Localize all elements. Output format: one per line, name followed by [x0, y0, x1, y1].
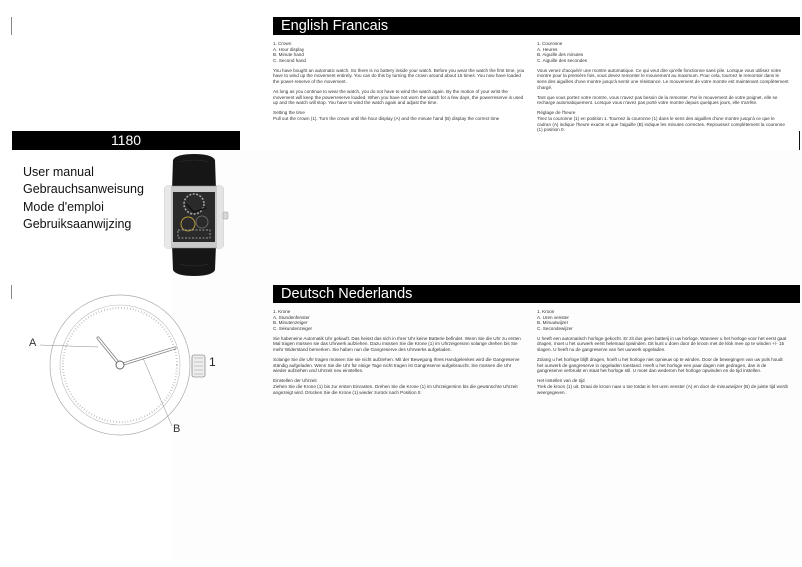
column-nederlands	[537, 309, 789, 395]
part-item: C. Sekundenzeiger	[273, 325, 313, 331]
parts-list	[537, 309, 789, 331]
column-francais	[537, 41, 789, 133]
part-item: 1. Krone	[273, 309, 291, 314]
setting-title: Het instellen van de tijd	[537, 378, 585, 384]
part-item: 1. Kroon	[537, 309, 555, 314]
section-heading-deutsch-nederlands: Deutsch Nederlands	[273, 285, 800, 303]
title-french: Mode d'emploi	[23, 199, 104, 214]
part-item: C. Aiguille des secondes	[537, 57, 588, 63]
part-item: 1. Crown	[273, 41, 292, 46]
part-item: B. Minute hand	[273, 52, 304, 58]
part-item: B. Aiguille des minutes	[537, 52, 584, 58]
paragraph: You have bought an automatic watch. So there is no battery inside your watch. Before you wear the watch the first time, you have to wind up the movement entirely. You can do this by turning the crown around about 15 times. You now have loaded the power-reserve of the movement.	[273, 67, 525, 85]
paragraph: Vous venez d'acquérir une montre automatique. Ce qui veut dire qu'elle fonctionne sans pile. Lorsque vous utilisez votre montre pour la première fois, vous devez remonter le mouvement au maximum. Pour cela, tournez le remontoir dans le sens des aiguilles d'une montre jusqu'à sentir une résistance. Le mouvement de votre montre est maintenant complètement chargé.	[537, 67, 789, 90]
model-number-bar: 1180	[12, 131, 240, 150]
parts-list	[537, 41, 789, 63]
column-deutsch	[273, 309, 525, 395]
setting-text: Pull out the crown (1). Turn the crown until the hour display (A) and the minute hand (B) display the correct time	[273, 116, 500, 122]
paragraph: As long as you continue to wear the watch, you do not have to wind the watch again. By the motion of your wrist the movement will keep the powerreserve loaded. When you have not worn the watch for a few days, the powerreserve is used up and the watch will stop. You have to wind the watch again and adjust the time.	[273, 89, 524, 106]
paragraph: Tant que vous portez votre montre, vous n'avez pas besoin de la remonter. Par le mouvement de votre poignet, elle se recharge automatiquement. Lorsque vous n'avez pas porté votre montre depuis quelques jours, elle s'arrête.	[537, 94, 778, 106]
setting-text: Tirez la couronne (1) en position 1. Tournez la couronne (1) dans le sens des aiguilles d'une montre jusqu'à ce que le cadran (A) indique l'heure exacte et que l'aiguille (B) indique les minutes correctes. Repoussez complètement la couronne (1) position 0.	[537, 116, 785, 133]
paragraph: Sie habeneine Automatik Uhr gekauft. Das heisst das sich in Ihrer Uhr keine Batterie befindet. Wenn Sie die Uhr zu ersten Mal tragen müssen sie das Uhrwerk aufziehen. Dazu müssen Sie die Krone (1) im Uhrzeigersinn solange drehen bis Sie mehr Widerstand bemerken. Sie haben nun die Gangreserve des Uhrwerks aufgeladen.	[273, 335, 521, 353]
part-item: A. Uren venster	[537, 314, 569, 320]
title-dutch: Gebruiksaanwijzing	[23, 216, 132, 231]
part-item: 1. Couronne	[537, 41, 563, 46]
setting-title: Einstellen der Uhrzeit	[273, 378, 317, 384]
paragraph: Zolang u het horloge blijft dragen, hoeft u het horloge niet opnieuw op te winden. Door de bewegingen van uw pols houdt het uurwerk de gangreserve in opgeladen toestand. Heeft u het horloge een paar dagen niet gedragen, dan is de gangreserve verbruikt en staat het horloge stil. U moet dan wederom het horloge opwinden en de tijd instellen.	[537, 357, 783, 374]
dial-diagram	[25, 285, 250, 445]
parts-list	[273, 309, 525, 331]
part-item: A. Hour display	[273, 46, 305, 52]
paragraph: Solange Sie die Uhr tragen müssen Sie sie nicht aufziehen. Mit der Bewegung Ihres Handgelenkes wird die Gangreserve ständig aufgeladen. Wenn Sie die Uhr für einige Tage nicht tragen ist Gangreserve aufgebraucht. Sie müssen die Uhr wieder aufziehen und Uhrzeit neu einstellen.	[273, 357, 520, 374]
title-english: User manual	[23, 165, 94, 179]
setting-title: Setting the time	[273, 110, 305, 116]
parts-list	[273, 41, 525, 63]
crop-mark	[799, 131, 800, 150]
crop-mark	[11, 285, 12, 299]
column-english	[273, 41, 525, 122]
diagram-label-crown: 1	[209, 355, 216, 369]
title-german: Gebrauchsanweisung	[23, 182, 144, 197]
paragraph: U heeft een automatisch horloge gekocht. Er zit dus geen batterij in uw horloge. Wanneer u het horloge voor het eerst gaat dragen, moet u het uurwerk eerst helemaal opwinden. Dit kunt u doen door de kroon met de klok mee op te winden +/- 15 slagen. U heeft nu de gangreserve van het uurwerk opgeladen.	[537, 335, 787, 353]
crop-mark	[11, 17, 12, 35]
setting-text: Ziehen Sie die Krone (1) bis zur ersten Einrasten. Drehen Sie die Krone (1) im Uhrzeigersinn bis die gewünschte Uhrzeit angezeigt wird. Drücken Sie die Krone (1) wieder zurück nach Position 0.	[273, 384, 518, 395]
diagram-label-a: A	[29, 337, 37, 349]
watch-photo	[156, 152, 232, 278]
manual-titles	[23, 164, 144, 233]
section-heading-english-francais: English Francais	[273, 17, 800, 35]
part-item: C. Secondewijzer	[537, 325, 573, 331]
setting-text: Trek de kroon (1) uit. Draai de kroon naar u toe totdat in het uren venster (A) en door de minuutwijzer (B) de juiste tijd wordt weergegeven.	[537, 384, 788, 395]
part-item: B. Minutenzeiger	[273, 320, 308, 326]
diagram-label-b: B	[173, 423, 181, 435]
part-item: A. Heures	[537, 46, 558, 52]
part-item: C. Second hand	[273, 57, 306, 63]
part-item: A. Stundenfenster	[273, 314, 310, 320]
setting-title: Réglage de l'heure	[537, 110, 576, 116]
part-item: B. Minuutwijzer	[537, 320, 569, 326]
